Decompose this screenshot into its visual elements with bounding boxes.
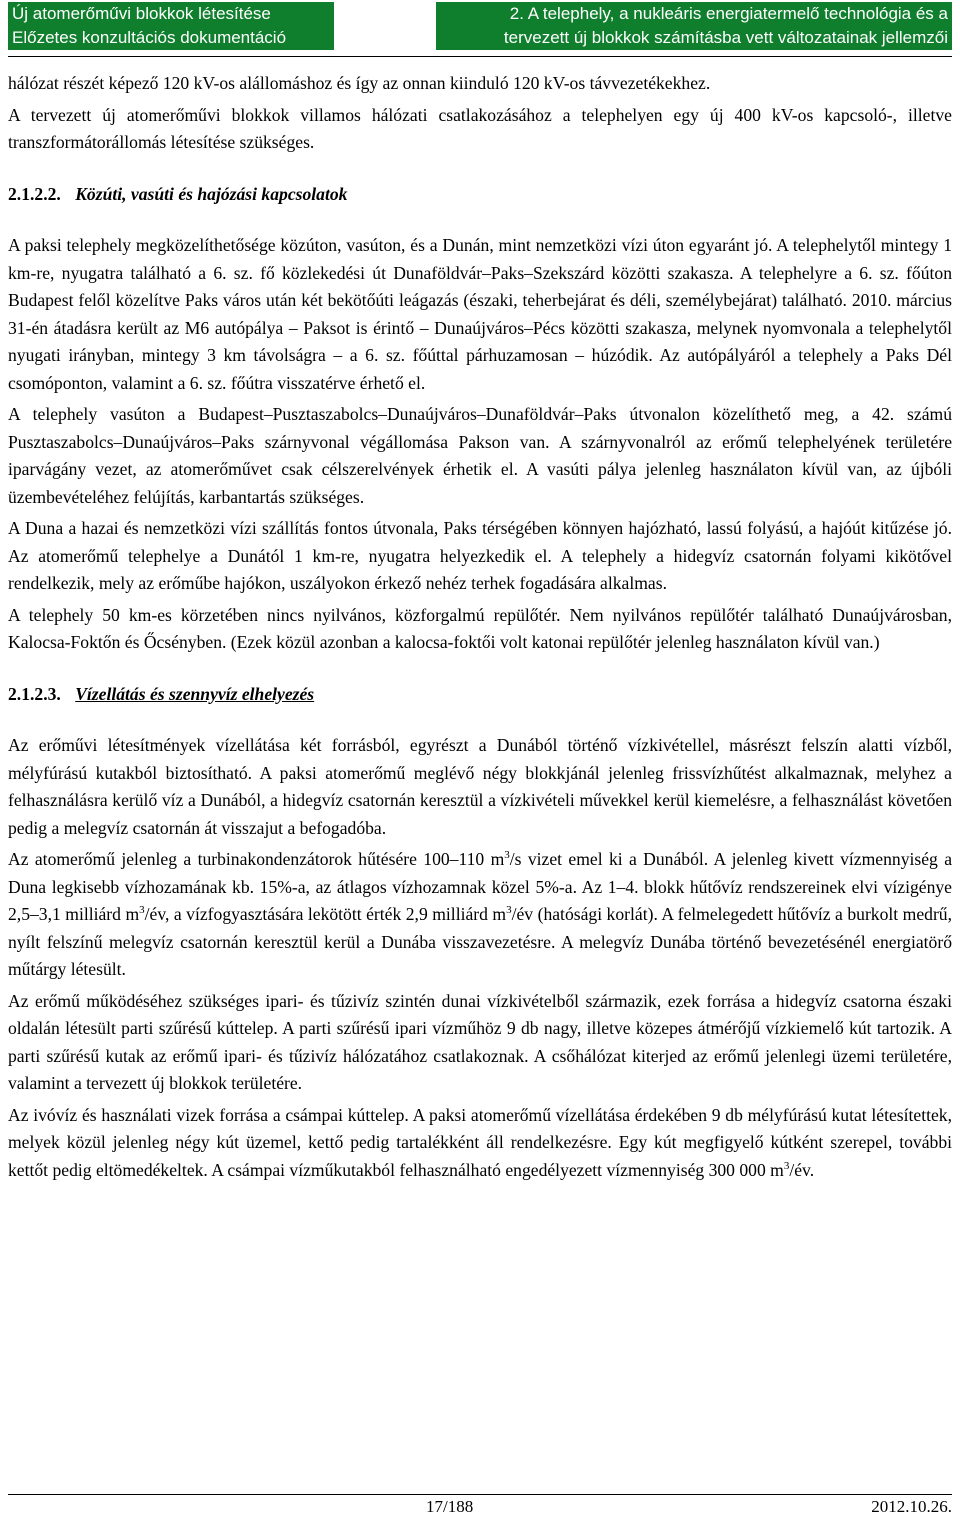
section-number: 2.1.2.2. (8, 183, 61, 204)
header-chapter-line2: tervezett új blokkok számításba vett változatainak jellemzői (503, 28, 948, 47)
paragraph: A telephely 50 km-es körzetében nincs nyilvános, közforgalmú repülőtér. Nem nyilvános repülőtér található Dunaújvárosban, Kalocsa-Foktőn és Őcsényben. (Ezek közül azonban a kalocsa-foktői volt katonai repülőtér jelenleg használaton kívül van.) (8, 604, 952, 652)
header-chapter-line1: 2. A telephely, a nukleáris energiatermelő technológia és a (509, 4, 948, 23)
paragraph: hálózat részét képező 120 kV-os alállomáshoz és így az onnan kiinduló 120 kV-os távvezetékekhez. (8, 73, 711, 93)
text-run: /év. (789, 1159, 815, 1180)
paragraph: A telephely vasúton a Budapest–Pusztaszabolcs–Dunaújváros–Dunaföldvár–Paks útvonalon közelíthető meg, a 42. számú Pusztaszabolcs–Dunaújváros–Paks szárnyvonal végállomása Pakson van. A szárnyvonalról az erőmű telephelyének területére iparvágány vezet, az atomerőművet csak célszerelvények érhetik el. A vasúti pálya jelenleg használaton kívül van, az újbóli üzembevételéhez felújítás, karbantartás szükséges. (8, 404, 952, 507)
paragraph: A paksi telephely megközelíthetősége közúton, vasúton, és a Dunán, mint nemzetközi vízi úton egyaránt jó. A telephelytől mintegy 1 km-re, nyugatra található a 6. sz. fő közlekedési út Dunaföldvár–Paks–Szekszárd közötti szakasza. A telephelyre a 6. sz. főúton Budapest felől közelítve Paks város után két bekötőúti leágazás (északi, teherbejárat és déli, személybejárat) található. 2010. március 31-én átadásra került az M6 autópálya – Paksot is érintő – Dunaújváros–Pécs közötti szakasza, melynek nyomvonala a telephelytől nyugati irányban, mintegy 3 km távolságra – a 6. sz. főúttal párhuzamosan – húzódik. Az autópályáról a telephely a Paks Dél csomóponton, valamint a 6. sz. főútra visszatérve érhető el. (8, 235, 952, 393)
header-doc-subtitle: Előzetes konzultációs dokumentáció (12, 28, 287, 47)
paragraph: A tervezett új atomerőművi blokkok villamos hálózati csatlakozásához a telephelyen egy új 400 kV-os kapcsoló-, illetve transzformátorállomás létesítése szükséges. (8, 104, 952, 152)
text-run: /s vizet emel ki a Dunából. A jelenleg kivett vízmennyiség a Duna legkisebb vízhozamának kb. 15%-a, az átlagos vízhozamnak közel 5%-a. Az 1–4. blokk hűtővíz rendszereinek elvi vízigénye 2,5–3,1 milliárd m (8, 849, 952, 924)
text-run: /év (hatósági korlát). A felmelegedett hűtővíz a burkolt medrű, nyílt felszínű melegvíz csatornán keresztül kerül a Dunába visszavezetésre. A melegvíz Dunába történő bevezetésénél energiatörő műtárgy létesült. (8, 904, 953, 979)
superscript: 3 (504, 849, 510, 862)
page-body (8, 70, 952, 1188)
section-title: Közúti, vasúti és hajózási kapcsolatok (75, 183, 348, 204)
paragraph: Az erőművi létesítmények vízellátása két forrásból, egyrészt a Dunából történő vízkivétellel, másrészt felszín alatti vízből, mélyfúrású kutakból biztosítható. A paksi atomerőmű meglévő négy blokkjánál jelenleg frissvízhűtést alkalmaznak, melyhez a felhasználásra kerülő víz a Dunából, a hidegvíz csatornán keresztül a vízkivételi művekkel kerül kiemelésre, a felhasználást követően pedig a melegvíz csatornán át visszajut a befogadóba. (8, 735, 952, 838)
page-number: 17/188 (426, 1497, 474, 1516)
text-run: /év, a vízfogyasztására lekötött érték 2,9 milliárd m (144, 904, 507, 924)
section-heading (8, 681, 952, 709)
header-left-box (8, 2, 334, 50)
text-run: Az atomerőmű jelenleg a turbinakondenzátorok hűtésére 100–110 m (8, 849, 505, 869)
section-title: Vízellátás és szennyvíz elhelyezés (75, 683, 315, 704)
paragraph (8, 846, 952, 984)
header-right-box (436, 2, 952, 50)
page-footer (8, 1494, 952, 1516)
header-doc-title: Új atomerőművi blokkok létesítése (12, 4, 271, 23)
superscript: 3 (139, 904, 145, 917)
document-date: 2012.10.26. (871, 1497, 952, 1516)
text-run: Az ivóvíz és használati vizek forrása a csámpai kúttelep. A paksi atomerőmű vízellátása érdekében 9 db mélyfúrású kutat létesítettek, melyek közül jelenleg négy kút üzemel, kettő pedig tartalékként áll rendelkezésre. Egy kút megfigyelő kútként szerepel, további kettőt pedig eltömedékeltek. A csámpai vízműkutakból felhasználható engedélyezett vízmennyiség 300 000 m (8, 1104, 952, 1180)
paragraph (8, 1102, 952, 1185)
paragraph: Az erőmű működéséhez szükséges ipari- és tűzivíz szintén dunai vízkivételből származik, ezek forrása a hidegvíz csatorna északi oldalán létesült parti szűrésű kúttelep. A parti szűrésű ipari vízműhöz 9 db nagy, illetve közepes átmérőjű vízkiemelő kút tartozik. A parti szűrésű kutak az erőmű ipari- és tűzivíz hálózatához csatlakoznak. A csőhálózat kiterjed az erőmű jelenlegi üzemi területére, valamint a tervezett új blokkok területére. (8, 990, 952, 1093)
paragraph: A Duna a hazai és nemzetközi vízi szállítás fontos útvonala, Paks térségében könnyen hajózható, lassú folyású, a hajóút kitűzése jó. Az atomerőmű telephelye a Dunától 1 km-re, nyugatra helyezkedik el. A telephely a hidegvíz csatornán folyami kikötővel rendelkezik, mely az erőműbe hajókon, uszályokon érkező nehéz terhek fogadására alkalmas. (8, 518, 952, 593)
superscript: 3 (506, 904, 512, 917)
page-header (8, 0, 952, 57)
section-number: 2.1.2.3. (8, 683, 61, 704)
superscript: 3 (783, 1159, 790, 1172)
section-heading (8, 181, 952, 209)
